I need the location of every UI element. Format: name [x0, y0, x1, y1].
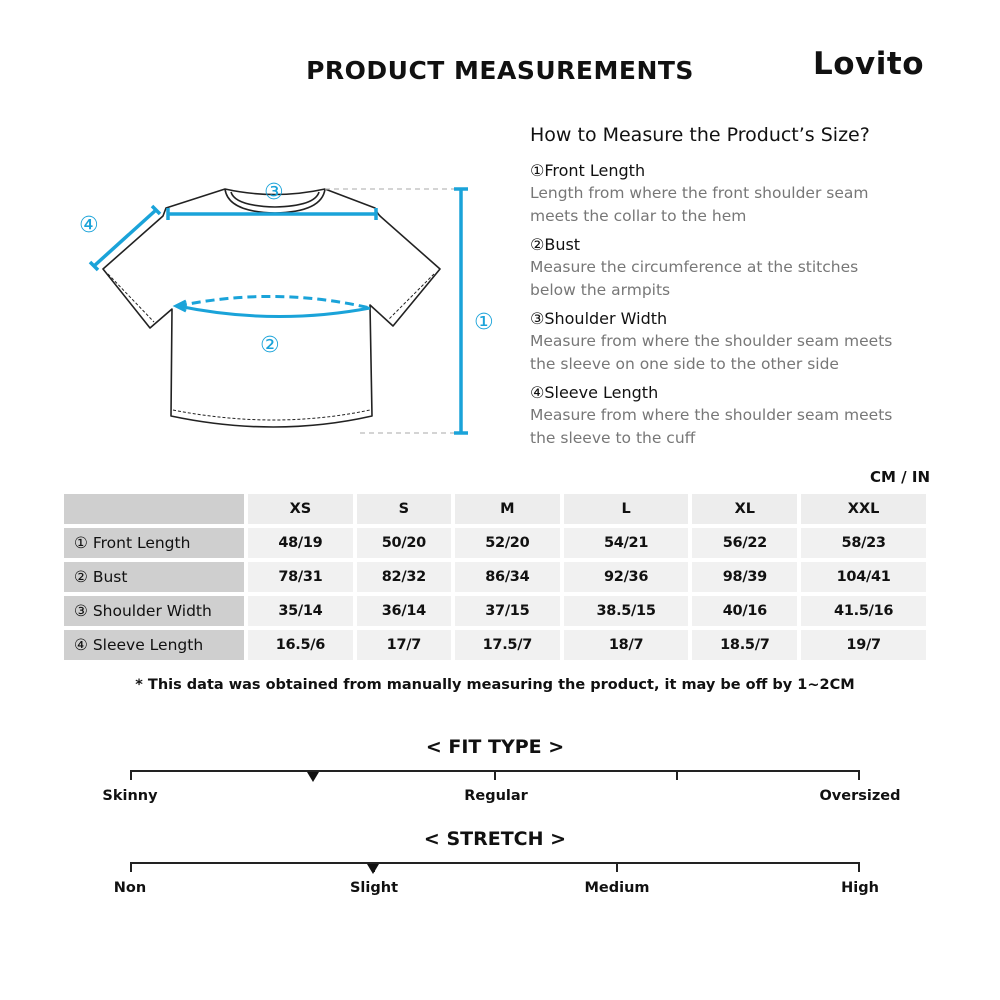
- stretch-scale: [113, 862, 879, 902]
- guide-item-front-length: [530, 160, 970, 228]
- tshirt-diagram: [70, 170, 510, 450]
- stretch-label-slight: Slight: [349, 880, 399, 896]
- front-length-measure: [454, 189, 468, 433]
- size-header: XXL: [801, 494, 926, 524]
- scale-tick: [616, 862, 618, 872]
- stretch-label-medium: Medium: [584, 880, 650, 896]
- guide-item-desc: Measure from where the shoulder seam meets the sleeve to the cuff: [530, 406, 893, 447]
- scale-tick: [130, 862, 132, 872]
- table-cell: 17/7: [357, 630, 451, 660]
- sleeve-length-measure: [90, 206, 160, 270]
- fit-label-oversized: Oversized: [819, 788, 901, 804]
- guide-item-desc: Measure the circumference at the stitches below the armpits: [530, 258, 859, 299]
- marker-sleeve-length: ④: [79, 213, 99, 238]
- table-cell: 38.5/15: [564, 596, 689, 626]
- table-cell: 50/20: [357, 528, 451, 558]
- scale-tick: [494, 770, 496, 780]
- stretch-marker: [367, 864, 379, 874]
- table-cell: 17.5/7: [455, 630, 560, 660]
- size-header: XS: [248, 494, 353, 524]
- table-row: [64, 596, 926, 626]
- row-label: ④ Sleeve Length: [64, 630, 244, 660]
- stretch-label-non: Non: [113, 880, 147, 896]
- fit-type-marker: [307, 772, 319, 782]
- stretch-label-high: High: [841, 880, 879, 896]
- table-cell: 18.5/7: [692, 630, 797, 660]
- row-label: ③ Shoulder Width: [64, 596, 244, 626]
- table-cell: 41.5/16: [801, 596, 926, 626]
- size-header: XL: [692, 494, 797, 524]
- table-row: [64, 630, 926, 660]
- page-title: PRODUCT MEASUREMENTS: [306, 56, 694, 85]
- table-cell: 56/22: [692, 528, 797, 558]
- table-cell: 78/31: [248, 562, 353, 592]
- guide-item-name: ①Front Length: [530, 161, 646, 180]
- table-corner-cell: [64, 494, 244, 524]
- table-cell: 16.5/6: [248, 630, 353, 660]
- tshirt-outline: [103, 189, 440, 427]
- brand-logo: Lovito: [813, 46, 925, 82]
- guide-item-bust: [530, 234, 970, 302]
- table-cell: 54/21: [564, 528, 689, 558]
- table-cell: 37/15: [455, 596, 560, 626]
- marker-front-length: ①: [474, 310, 494, 335]
- guide-item-name: ③Shoulder Width: [530, 309, 668, 328]
- fit-type-title: < FIT TYPE >: [425, 736, 565, 758]
- guide-item-shoulder-width: [530, 308, 970, 376]
- table-cell: 82/32: [357, 562, 451, 592]
- measurement-note: * This data was obtained from manually measuring the product, it may be off by 1~2CM: [135, 677, 855, 693]
- shoulder-width-measure: [168, 208, 376, 220]
- table-cell: 104/41: [801, 562, 926, 592]
- scale-tick: [858, 862, 860, 872]
- size-header: S: [357, 494, 451, 524]
- guide-item-desc: Measure from where the shoulder seam meets the sleeve on one side to the other side: [530, 332, 893, 373]
- guide-item-sleeve-length: [530, 382, 970, 450]
- scale-tick: [130, 770, 132, 780]
- table-cell: 35/14: [248, 596, 353, 626]
- guide-item-name: ②Bust: [530, 235, 581, 254]
- size-table: [60, 490, 930, 664]
- row-label: ① Front Length: [64, 528, 244, 558]
- table-cell: 52/20: [455, 528, 560, 558]
- table-row: [64, 528, 926, 558]
- table-cell: 92/36: [564, 562, 689, 592]
- fit-type-scale: [102, 770, 901, 810]
- marker-shoulder-width: ③: [264, 180, 284, 205]
- measuring-guide: [530, 124, 970, 456]
- guide-heading: How to Measure the Product’s Size?: [530, 124, 870, 146]
- fit-label-skinny: Skinny: [102, 788, 158, 804]
- table-cell: 19/7: [801, 630, 926, 660]
- table-row: [64, 562, 926, 592]
- bust-measure: [176, 296, 370, 316]
- table-cell: 58/23: [801, 528, 926, 558]
- scale-tick: [858, 770, 860, 780]
- table-header-row: [64, 494, 926, 524]
- size-header: L: [564, 494, 689, 524]
- table-cell: 40/16: [692, 596, 797, 626]
- guide-item-desc: Length from where the front shoulder seam meets the collar to the hem: [530, 184, 869, 225]
- guide-item-name: ④Sleeve Length: [530, 383, 659, 402]
- table-cell: 98/39: [692, 562, 797, 592]
- scale-line: [130, 862, 860, 864]
- scale-tick: [676, 770, 678, 780]
- table-cell: 36/14: [357, 596, 451, 626]
- table-cell: 86/34: [455, 562, 560, 592]
- stretch-title: < STRETCH >: [423, 828, 567, 850]
- table-cell: 18/7: [564, 630, 689, 660]
- table-cell: 48/19: [248, 528, 353, 558]
- row-label: ② Bust: [64, 562, 244, 592]
- unit-label: CM / IN: [870, 468, 930, 486]
- marker-bust: ②: [260, 333, 280, 358]
- size-header: M: [455, 494, 560, 524]
- fit-label-regular: Regular: [464, 788, 528, 804]
